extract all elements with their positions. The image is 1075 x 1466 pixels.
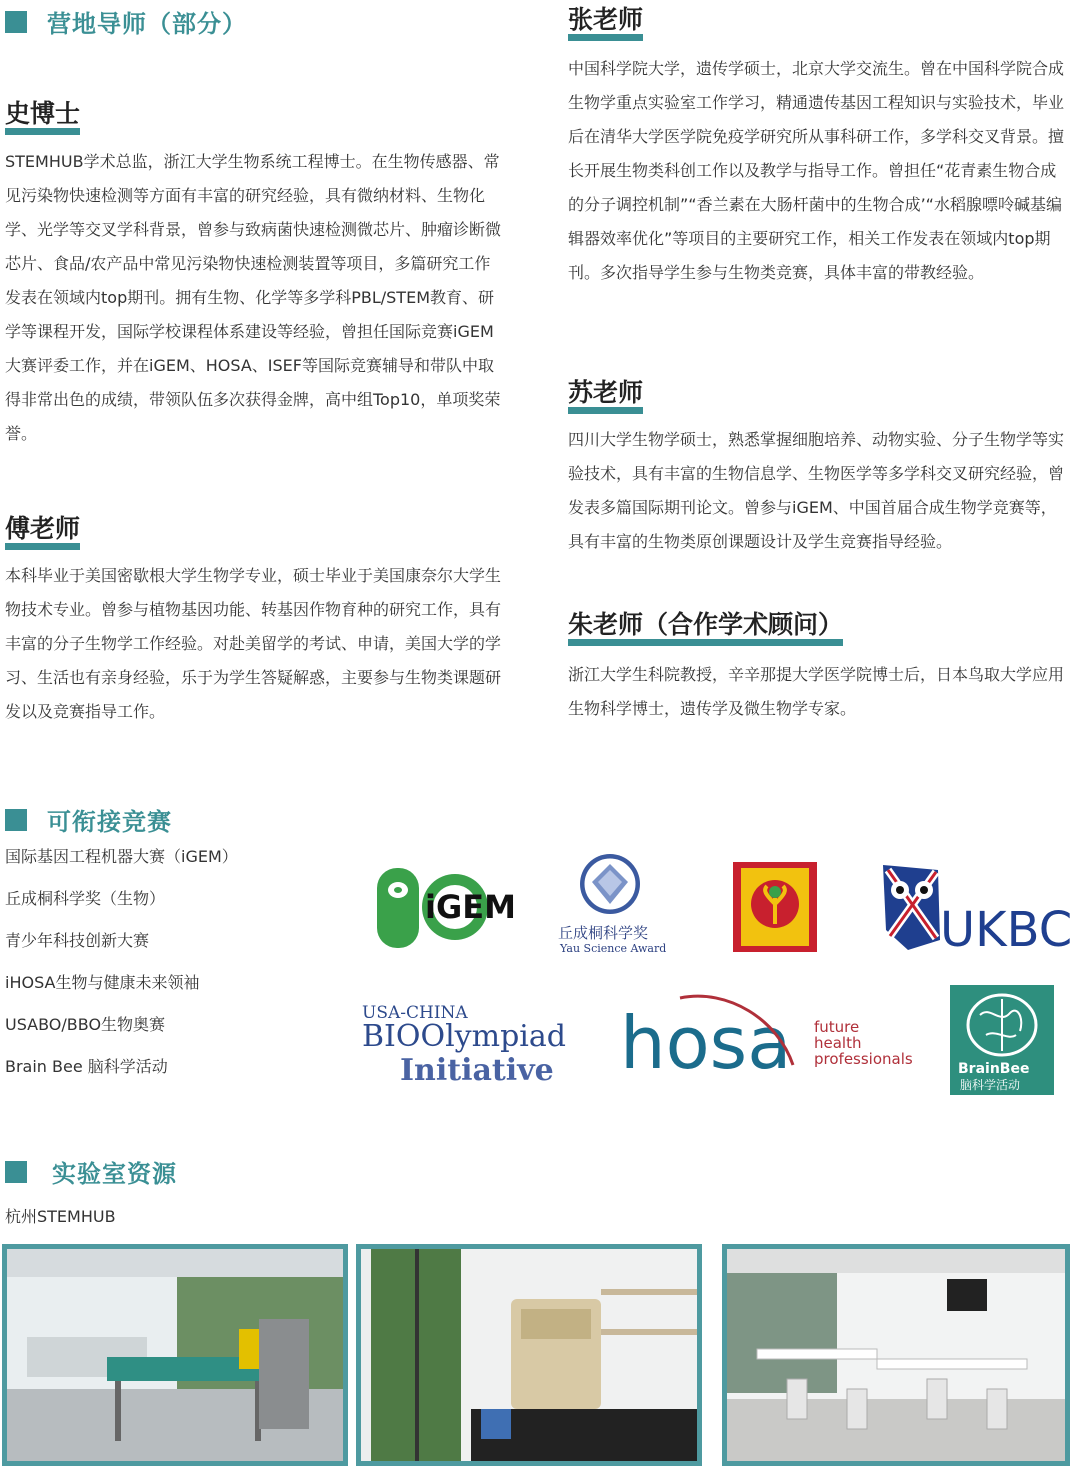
competition-item: 国际基因工程机器大赛（iGEM）: [5, 847, 238, 866]
section-title: 可衔接竞赛: [47, 808, 172, 836]
competition-item: 青少年科技创新大赛: [5, 931, 150, 950]
teacher-bio: 四川大学生物学硕士，熟悉掌握细胞培养、动物实验、分子生物学等实验技术，具有丰富的生物信息学、生物医学等多学科交叉研究经验，曾发表多篇国际期刊论文。曾参与iGEM、中国首届合成生物学竞赛等，具有丰富的生物类原创课题设计及学生竞赛指导经验。: [568, 430, 1065, 551]
competition-list: [5, 842, 238, 1094]
yau-award-logo: [550, 852, 670, 957]
teacher-name: 史博士: [5, 94, 80, 132]
lab-photo: [2, 1244, 348, 1466]
yau-cn-text: 丘成桐科学奖: [558, 924, 649, 942]
section-marker-icon: [5, 11, 27, 33]
teacher-bio: STEMHUB学术总监，浙江大学生物系统工程博士。在生物传感器、常见污染物快速检测等方面有丰富的研究经验，具有微纳材料、生物化学、光学等交叉学科背景，曾参与致病菌快速检测微芯片、肿瘤诊断微芯片、食品/农产品中常见污染物快速检测装置等项目，多篇研究工作发表在领域内top期刊。拥有生物、化学等多学科PBL/STEM教育、研学等课程开发，国际学校课程体系建设等经验，曾担任国际竞赛iGEM大赛评委工作，并在iGEM、HOSA、ISEF等国际竞赛辅导和带队中取得非常出色的成绩，带领队伍多次获得金牌，高中组Top10，单项奖荣誉。: [5, 152, 502, 443]
teacher-bio: 中国科学院大学，遗传学硕士，北京大学交流生。曾在中国科学院合成生物学重点实验室工作学习，精通遗传基因工程知识与实验技术，毕业后在清华大学医学院免疫学研究所从事科研工作，多学科交叉背景。擅长开展生物类科创工作以及教学与指导工作。曾担任“花青素生物合成的分子调控机制”“香兰素在大肠杆菌中的生物合成’“水稻腺嘌呤碱基编辑器效率优化”等项目的主要研究工作，相关工作发表在领域内top期刊。多次指导学生参与生物类竞赛，具体丰富的带教经验。: [568, 59, 1065, 282]
bio-usa-text: USA-CHINA: [362, 1003, 468, 1023]
brainbee-en-text: BrainBee: [958, 1061, 1030, 1077]
section-title: 实验室资源: [52, 1160, 177, 1188]
section-title: 营地导师（部分）: [47, 10, 247, 38]
hosa-future-text: future: [814, 1018, 860, 1036]
teacher-name: 傅老师: [5, 509, 80, 547]
lab-location: 杭州STEMHUB: [5, 1207, 116, 1226]
competition-item: iHOSA生物与健康未来领袖: [5, 973, 200, 992]
bio-initiative-text: Initiative: [400, 1053, 554, 1088]
hosa-prof-text: professionals: [814, 1050, 913, 1068]
section-marker-icon: [5, 809, 27, 831]
hosa-health-text: health: [814, 1034, 862, 1052]
bio-olympiad-logo: [360, 998, 585, 1088]
hosa-text: hosa: [620, 1001, 792, 1085]
teacher-name: 张老师: [568, 0, 643, 38]
competition-item: USABO/BBO生物奥赛: [5, 1015, 166, 1034]
igem-logo: [355, 860, 516, 955]
lab-photo: [356, 1244, 702, 1466]
section-header-teachers: [5, 4, 247, 39]
brain-bee-logo: [950, 985, 1054, 1095]
section-marker-icon: [5, 1161, 27, 1183]
bio-olympiad-text: BIOOlympiad: [362, 1019, 566, 1054]
ukbc-logo: [878, 860, 1073, 958]
yau-en-text: Yau Science Award: [560, 942, 667, 955]
igem-logo-text: iGEM: [425, 888, 516, 926]
competition-item: Brain Bee 脑科学活动: [5, 1057, 168, 1076]
teacher-bio: 浙江大学生科院教授，辛辛那提大学医学院博士后，日本鸟取大学应用生物科学博士，遗传学及微生物学专家。: [568, 665, 1065, 718]
lab-photo: [722, 1244, 1070, 1466]
section-header-lab: [5, 1154, 177, 1189]
brainbee-cn-text: 脑科学活动: [960, 1078, 1021, 1092]
teacher-name: 朱老师（合作学术顾问）: [568, 605, 843, 643]
teacher-name: 苏老师: [568, 373, 643, 411]
hosa-logo: [618, 990, 918, 1090]
ukbc-text: UKBC: [940, 902, 1073, 958]
teacher-bio: 本科毕业于美国密歇根大学生物学专业，硕士毕业于美国康奈尔大学生物技术专业。曾参与植物基因功能、转基因作物育种的研究工作，具有丰富的分子生物学工作经验。对赴美留学的考试、申请，美国大学的学习、生活也有亲身经验，乐于为学生答疑解惑，主要参与生物类课题研发以及竞赛指导工作。: [5, 566, 502, 721]
science-fair-logo: [733, 862, 817, 952]
section-header-competitions: [5, 802, 172, 837]
competition-item: 丘成桐科学奖（生物）: [5, 889, 166, 908]
